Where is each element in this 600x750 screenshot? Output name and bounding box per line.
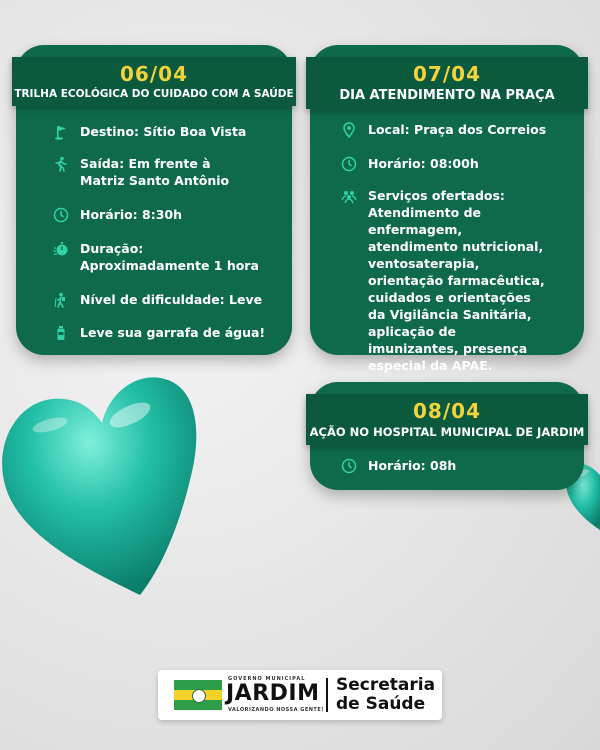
- jardim-flag-icon: [174, 680, 222, 710]
- info-text: Duração: Aproximadamente 1 hora: [80, 241, 259, 273]
- logo-divider: [326, 678, 328, 712]
- card-header: [12, 57, 296, 106]
- info-text: Nível de dificuldade: Leve: [80, 292, 263, 307]
- card-header: [306, 57, 588, 109]
- card-title: DIA ATENDIMENTO NA PRAÇA: [339, 88, 555, 103]
- location-pin-icon: [340, 121, 358, 139]
- info-item-garrafa: [16, 324, 292, 342]
- clock-icon: [340, 457, 358, 475]
- info-text: Local: Praça dos Correios: [368, 122, 547, 137]
- walking-person-icon: [52, 155, 70, 173]
- card-date: 08/04: [413, 399, 481, 423]
- event-card-0804: [310, 382, 584, 490]
- card-header: [306, 394, 588, 445]
- info-item-saida: [16, 155, 292, 189]
- info-item-dificuldade: [16, 291, 292, 309]
- info-item-horario: [16, 206, 292, 224]
- info-item-horario: [310, 457, 584, 475]
- golf-flag-icon: [52, 123, 70, 141]
- info-item-local: [310, 121, 584, 139]
- stopwatch-icon: [52, 240, 70, 258]
- card-date: 06/04: [120, 62, 188, 86]
- card-title: AÇÃO NO HOSPITAL MUNICIPAL DE JARDIM: [309, 425, 585, 439]
- heart-decoration-left-icon: [0, 365, 205, 605]
- logo-top-text: GOVERNO MUNICIPAL: [228, 676, 306, 682]
- people-icon: [340, 187, 358, 205]
- event-card-0704: [310, 45, 584, 373]
- hiker-icon: [52, 291, 70, 309]
- water-bottle-icon: [52, 324, 70, 342]
- card-title: TRILHA ECOLÓGICA DO CUIDADO COM A SAÚDE: [14, 88, 294, 100]
- info-text: Leve sua garrafa de água!: [80, 325, 266, 340]
- clock-icon: [340, 155, 358, 173]
- card-date: 07/04: [413, 62, 481, 86]
- info-text: Serviços ofertados: Atendimento de enfermagem, atendimento nutricional, ventosaterapia, orientação farmacêutica, cuidados e orientações da Vigilância Sanitária, aplicação de imunizantes, presença especial da APAE.: [368, 188, 545, 373]
- info-text: Destino: Sítio Boa Vista: [80, 124, 247, 139]
- logo-name: JARDIM: [226, 681, 320, 706]
- info-item-destino: [16, 123, 292, 141]
- logo-secretaria: Secretaria de Saúde: [336, 675, 436, 714]
- seal-icon: [192, 689, 206, 703]
- event-card-0604: [16, 45, 292, 355]
- logo-tagline: VALORIZANDO NOSSA GENTE!: [228, 707, 325, 713]
- clock-icon: [52, 206, 70, 224]
- info-item-horario: [310, 155, 584, 173]
- info-text: Saída: Em frente à Matriz Santo Antônio: [80, 156, 230, 188]
- info-text: Horário: 8:30h: [80, 207, 183, 222]
- info-text: Horário: 08:00h: [368, 156, 479, 171]
- info-text: Horário: 08h: [368, 458, 457, 473]
- footer-logo: [158, 670, 442, 720]
- info-item-duracao: [16, 240, 292, 274]
- info-item-servicos: [310, 187, 584, 374]
